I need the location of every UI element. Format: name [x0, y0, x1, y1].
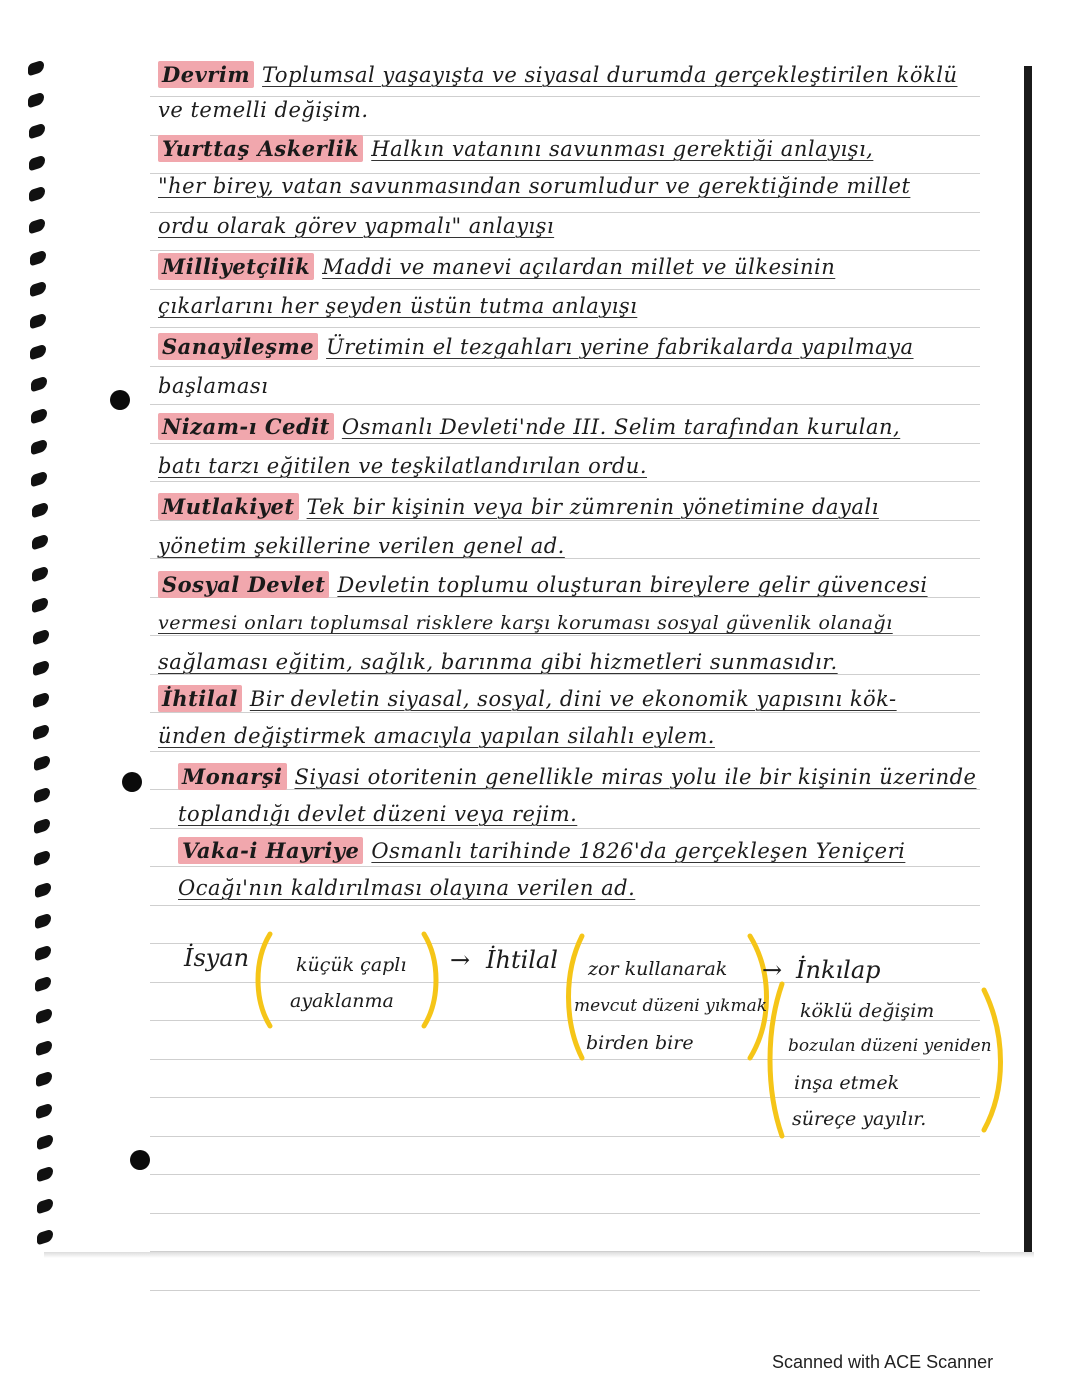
term-label: Nizam-ı Cedit	[158, 413, 334, 440]
bracket-isyan	[248, 930, 448, 1030]
ruled-line	[150, 366, 980, 367]
term-label: Mutlakiyet	[158, 493, 299, 520]
entry-sanayilesme	[158, 334, 914, 359]
definition-line: Toplumsal yaşayışta ve siyasal durumda gerçekleştirilen köklü	[262, 63, 958, 87]
entry-milliyetcilik	[158, 254, 835, 279]
spiral-binding	[28, 62, 68, 1262]
ruled-line	[150, 1213, 980, 1214]
ruled-line	[150, 828, 980, 829]
spiral-ring	[36, 1071, 52, 1088]
spiral-ring	[30, 344, 46, 361]
term-label: Sanayileşme	[158, 333, 318, 360]
spiral-ring	[33, 723, 49, 740]
term-label: Milliyetçilik	[158, 253, 314, 280]
definition-line: Osmanlı Devleti'nde III. Selim tarafından kurulan,	[341, 415, 901, 439]
scanner-watermark: Scanned with ACE Scanner	[772, 1352, 994, 1372]
spiral-ring	[36, 1102, 52, 1119]
definition-line: batı tarzı eğitilen ve teşkilatlandırılan ordu.	[158, 454, 647, 478]
spiral-ring	[35, 913, 51, 930]
spiral-ring	[37, 1229, 53, 1246]
definition-line: Bir devletin siyasal, sosyal, dini ve ekonomik yapısını kök-	[249, 687, 897, 711]
diagram-desc: süreçe yayılır.	[792, 1108, 927, 1130]
spiral-ring	[34, 849, 50, 866]
diagram-desc: inşa etmek	[794, 1072, 900, 1094]
spiral-ring	[37, 1165, 53, 1182]
spiral-ring	[37, 1197, 53, 1214]
entry-devrim	[158, 62, 957, 87]
spiral-ring	[33, 691, 49, 708]
definition-line: Siyasi otoritenin genellikle miras yolu ile bir kişinin üzerinde	[294, 765, 977, 789]
ruled-line	[150, 712, 980, 713]
spiral-ring	[30, 281, 46, 298]
diagram-desc: bozulan düzeni yeniden	[788, 1036, 992, 1056]
definition-line: çıkarlarını her şeyden üstün tutma anlayışı	[158, 294, 638, 318]
definition-line: Devletin toplumu oluşturan bireylere gelir güvencesi	[337, 573, 928, 597]
spiral-ring	[29, 123, 45, 140]
diagram-desc: zor kullanarak	[588, 958, 728, 980]
definition-line: ordu olarak görev yapmalı" anlayışı	[158, 214, 555, 238]
entry-vaka-i-hayriye	[178, 838, 905, 863]
term-label: İhtilal	[158, 685, 242, 712]
spiral-ring	[29, 217, 45, 234]
ruled-line	[150, 212, 980, 213]
ruled-line	[150, 866, 980, 867]
ruled-line	[150, 481, 980, 482]
ruled-line	[150, 327, 980, 328]
spiral-ring	[36, 1007, 52, 1024]
spiral-ring	[28, 91, 44, 108]
definition-line: Maddi ve manevi açılardan millet ve ülkesinin	[322, 255, 836, 279]
spiral-ring	[31, 375, 47, 392]
entry-nizam-i-cedit	[158, 414, 900, 439]
spiral-ring	[28, 59, 44, 76]
diagram-title-isyan: İsyan	[184, 944, 250, 972]
definition-line: Üretimin el tezgahları yerine fabrikalarda yapılmaya	[326, 335, 914, 359]
ruled-line	[150, 751, 980, 752]
spiral-ring	[32, 565, 48, 582]
comparison-diagram	[150, 920, 1010, 1150]
definition-line: Halkın vatanını savunması gerektiği anlayışı,	[371, 137, 874, 161]
term-label: Monarşi	[178, 763, 287, 790]
spiral-ring	[35, 976, 51, 993]
entry-monarsi	[178, 764, 976, 789]
definition-line: ve temelli değişim.	[158, 98, 369, 122]
spiral-ring	[34, 818, 50, 835]
definition-line: yönetim şekillerine verilen genel ad.	[158, 534, 565, 558]
page-bottom-edge	[44, 1252, 1034, 1258]
term-label: Sosyal Devlet	[158, 571, 329, 598]
ruled-line	[150, 635, 980, 636]
spiral-ring	[30, 249, 46, 266]
diagram-title-ihtilal: İhtilal	[486, 946, 558, 974]
definition-line: vermesi onları toplumsal risklere karşı koruması sosyal güvenlik olanağı	[158, 612, 893, 634]
spiral-ring	[34, 755, 50, 772]
spiral-ring	[29, 154, 45, 171]
definition-line: toplandığı devlet düzeni veya rejim.	[178, 802, 578, 826]
spiral-ring	[37, 1134, 53, 1151]
ruled-line	[150, 1251, 980, 1252]
diagram-desc: ayaklanma	[290, 990, 394, 1012]
term-label: Devrim	[158, 61, 254, 88]
punch-hole	[110, 390, 130, 410]
spiral-ring	[35, 881, 51, 898]
diagram-desc: mevcut düzeni yıkmak	[574, 996, 768, 1016]
definition-line: başlaması	[158, 374, 269, 398]
spiral-ring	[36, 1039, 52, 1056]
diagram-desc: köklü değişim	[800, 1000, 935, 1022]
term-label: Vaka-i Hayriye	[178, 837, 363, 864]
spiral-ring	[32, 533, 48, 550]
spiral-ring	[31, 470, 47, 487]
ruled-line	[150, 289, 980, 290]
spiral-ring	[29, 186, 45, 203]
definition-line: Osmanlı tarihinde 1826'da gerçekleşen Yeniçeri	[371, 839, 906, 863]
definition-line: ünden değiştirmek amacıyla yapılan silahlı eylem.	[158, 724, 715, 748]
ruled-line	[150, 1174, 980, 1175]
entry-ihtilal	[158, 686, 897, 711]
spiral-ring	[31, 407, 47, 424]
punch-hole	[130, 1150, 150, 1170]
diagram-desc: birden bire	[586, 1032, 694, 1054]
ruled-line	[150, 1290, 980, 1291]
spiral-ring	[33, 660, 49, 677]
entry-yurttas-askerlik	[158, 136, 873, 161]
spiral-ring	[35, 944, 51, 961]
spiral-ring	[32, 597, 48, 614]
spiral-ring	[30, 312, 46, 329]
definition-line: "her birey, vatan savunmasından sorumludur ve gerektiğinde millet	[158, 174, 911, 198]
definition-line: sağlaması eğitim, sağlık, barınma gibi hizmetleri sunmasıdır.	[158, 650, 838, 674]
definition-line: Ocağı'nın kaldırılması olayına verilen ad.	[178, 876, 636, 900]
entry-mutlakiyet	[158, 494, 879, 519]
diagram-desc: küçük çaplı	[296, 954, 407, 976]
diagram-title-inkilap: İnkılap	[796, 956, 881, 984]
term-label: Yurttaş Askerlik	[158, 135, 363, 162]
definition-line: Tek bir kişinin veya bir zümrenin yönetimine dayalı	[306, 495, 879, 519]
spiral-ring	[31, 439, 47, 456]
ruled-line	[150, 250, 980, 251]
spiral-ring	[34, 786, 50, 803]
arrow-icon: →	[450, 946, 471, 974]
ruled-line	[150, 558, 980, 559]
entry-sosyal-devlet	[158, 572, 928, 597]
ruled-line	[150, 404, 980, 405]
punch-hole	[122, 772, 142, 792]
page-edge	[1024, 66, 1032, 1258]
ruled-line	[150, 96, 980, 97]
arrow-icon: →	[762, 956, 783, 984]
ruled-line	[150, 905, 980, 906]
spiral-ring	[33, 628, 49, 645]
spiral-ring	[32, 502, 48, 519]
ruled-line	[150, 443, 980, 444]
